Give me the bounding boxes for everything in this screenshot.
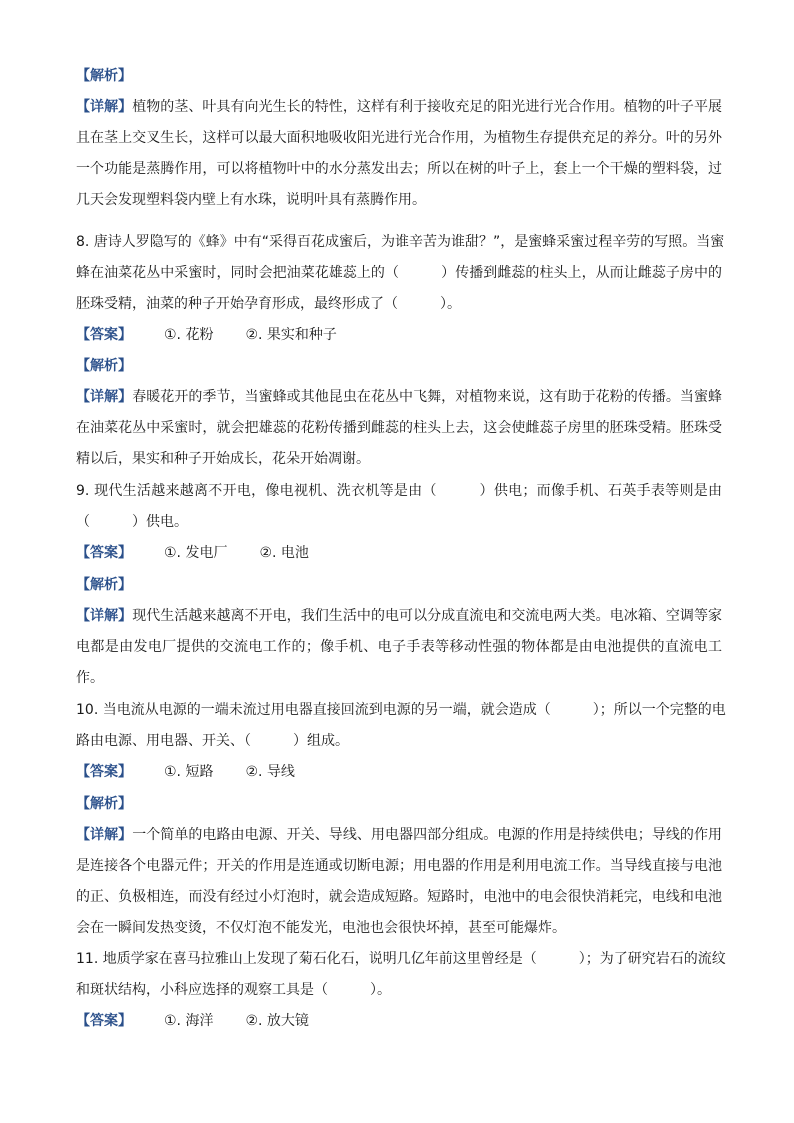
detail-paragraph-line [76, 387, 722, 407]
detail-label: 【详解】 [76, 99, 133, 115]
question-8-text: 胚珠受精，油菜的种子开始孕育形成，最终形成了（ ）。 [76, 296, 461, 312]
analysis-heading [76, 356, 132, 376]
question-9-text: 9. 现代生活越来越离不开电，像电视机、洗衣机等是由（ ）供电；而像手机、石英手表等则是由 [76, 483, 722, 499]
analysis-label: 【解析】 [76, 358, 132, 374]
detail-paragraph-line: 是连接各个电器元件；开关的作用是连通或切断电源；用电器的作用是利用电流工作。当导线直接与电池 [76, 858, 722, 874]
question-9-text: （ ）供电。 [76, 514, 188, 530]
detail-paragraph-line: 且在茎上交叉生长，这样可以最大面积地吸收阳光进行光合作用，为植物生存提供充足的养分。叶的另外 [76, 130, 722, 146]
answer-label: 【答案】 [76, 545, 132, 561]
detail-paragraph-line: 的正、负极相连，而没有经过小灯泡时，就会造成短路。短路时，电池中的电会很快消耗完，电线和电池 [76, 889, 722, 905]
answer-label: 【答案】 [76, 327, 132, 343]
detail-text: 植物的茎、叶具有向光生长的特性，这样有利于接收充足的阳光进行光合作用。植物的叶子平展 [132, 99, 723, 115]
answer-row [76, 543, 309, 563]
detail-text: 一个简单的电路由电源、开关、导线、用电器四部分组成。电源的作用是持续供电；导线的作用 [132, 827, 723, 843]
answer-row [76, 762, 295, 782]
answer-item: ②. 电池 [259, 545, 309, 561]
detail-paragraph-line: 一个功能是蒸腾作用，可以将植物叶中的水分蒸发出去；所以在树的叶子上，套上一个干燥的塑料袋，过 [76, 161, 722, 177]
answer-item: ①. 海洋 [164, 1013, 214, 1029]
detail-label: 【详解】 [76, 827, 133, 843]
question-10-text: 10. 当电流从电源的一端未流过用电器直接回流到电源的另一端，就会造成（ ）；所以一个完整的电 [76, 702, 726, 718]
answer-item: ②. 果实和种子 [245, 327, 337, 343]
detail-text: 春暖花开的季节，当蜜蜂或其他昆虫在花丛中飞舞，对植物来说，这有助于花粉的传播。当蜜蜂 [132, 389, 723, 405]
detail-text: 现代生活越来越离不开电，我们生活中的电可以分成直流电和交流电两大类。电冰箱、空调等家 [132, 608, 723, 624]
analysis-heading [76, 66, 132, 86]
question-8-text: 蜂在油菜花丛中采蜜时，同时会把油菜花雄蕊上的（ ）传播到雌蕊的柱头上，从而让雌蕊子房中的 [76, 265, 722, 281]
question-11-text: 11. 地质学家在喜马拉雅山上发现了菊石化石，说明几亿年前这里曾经是（ ）；为了研究岩石的流纹 [76, 951, 726, 967]
detail-label: 【详解】 [76, 608, 133, 624]
question-10-text: 路由电源、用电器、开关、（ ）组成。 [76, 733, 349, 749]
analysis-label: 【解析】 [76, 796, 132, 812]
detail-paragraph-line [76, 97, 722, 117]
detail-paragraph-line [76, 825, 722, 845]
detail-paragraph-line: 作。 [76, 670, 104, 686]
answer-item: ①. 发电厂 [164, 545, 228, 561]
analysis-heading [76, 575, 132, 595]
detail-paragraph-line: 精以后，果实和种子开始成长，花朵开始凋谢。 [76, 451, 370, 467]
analysis-heading [76, 794, 132, 814]
answer-label: 【答案】 [76, 764, 132, 780]
answer-item: ②. 放大镜 [245, 1013, 309, 1029]
answer-label: 【答案】 [76, 1013, 132, 1029]
detail-paragraph-line: 会在一瞬间发热变烫，不仅灯泡不能发光，电池也会很快坏掉，甚至可能爆炸。 [76, 920, 566, 936]
detail-paragraph-line: 在油菜花丛中采蜜时，就会把雄蕊的花粉传播到雌蕊的柱头上去，这会使雌蕊子房里的胚珠受精。胚珠受 [76, 420, 722, 436]
detail-label: 【详解】 [76, 389, 133, 405]
answer-item: ②. 导线 [245, 764, 295, 780]
analysis-label: 【解析】 [76, 577, 132, 593]
detail-paragraph-line: 几天会发现塑料袋内壁上有水珠，说明叶具有蒸腾作用。 [76, 192, 426, 208]
answer-item: ①. 花粉 [164, 327, 214, 343]
analysis-label: 【解析】 [76, 68, 132, 84]
question-8-text: 8. 唐诗人罗隐写的《蜂》中有“采得百花成蜜后，为谁辛苦为谁甜？”，是蜜蜂采蜜过程辛劳的写照。当蜜 [76, 234, 725, 250]
detail-paragraph-line [76, 606, 722, 626]
question-11-text: 和斑状结构，小科应选择的观察工具是（ ）。 [76, 982, 391, 998]
answer-row [76, 1011, 309, 1031]
detail-paragraph-line: 电都是由发电厂提供的交流电工作的；像手机、电子手表等移动性强的物体都是由电池提供的直流电工 [76, 639, 722, 655]
answer-item: ①. 短路 [164, 764, 214, 780]
answer-row [76, 325, 337, 345]
